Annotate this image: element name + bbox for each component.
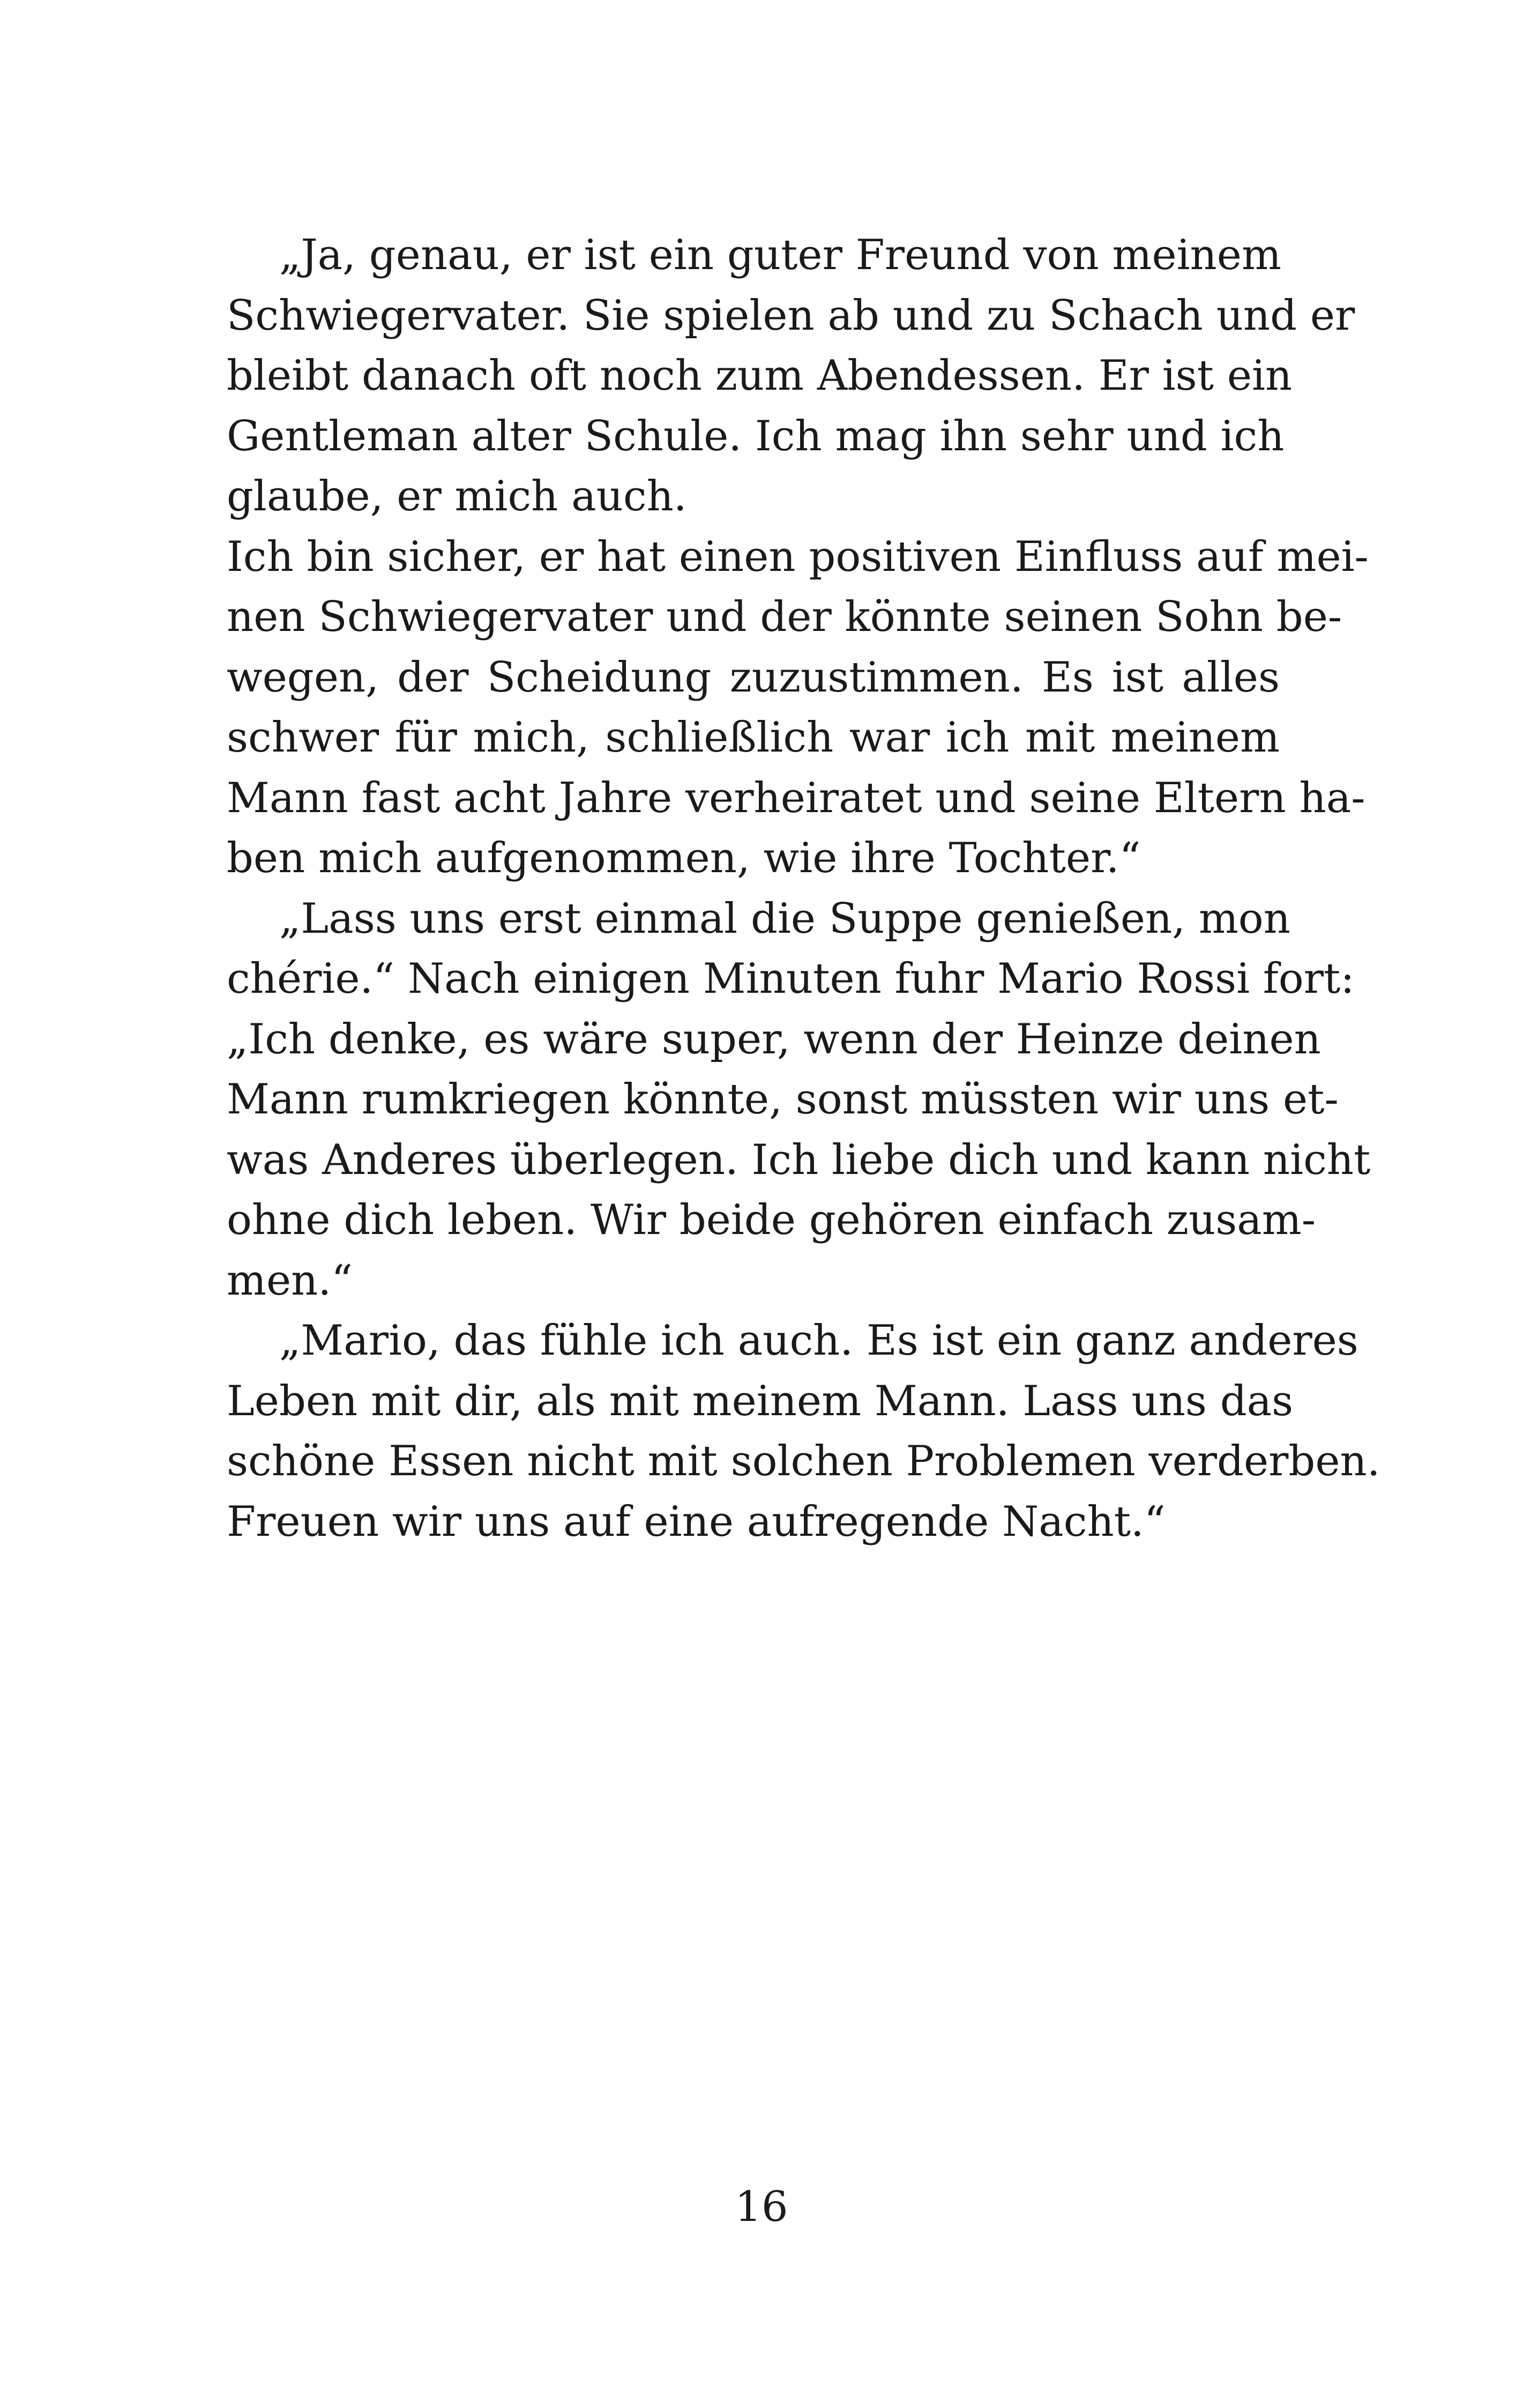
text-line: wegen, der Scheidung zuzustimmen. Es ist alles: [227, 653, 1280, 702]
text-line: Mann fast acht Jahre verheiratet und seine Eltern ha-: [227, 774, 1365, 822]
text-line: „Mario, das fühle ich auch. Es ist ein ganz anderes: [279, 1317, 1358, 1365]
page-number: 16: [735, 2183, 788, 2231]
text-line: ohne dich leben. Wir beide gehören einfach zusam-: [227, 1196, 1316, 1244]
text-line: was Anderes überlegen. Ich liebe dich und kann nicht: [227, 1135, 1371, 1184]
text-line: schöne Essen nicht mit solchen Problemen verderben.: [227, 1437, 1380, 1485]
text-line: chérie.“ Nach einigen Minuten fuhr Mario Rossi fort:: [227, 955, 1355, 1003]
text-line: Mann rumkriegen könnte, sonst müssten wir uns et-: [227, 1075, 1339, 1124]
text-line: „Ja, genau, er ist ein guter Freund von meinem: [279, 231, 1281, 279]
text-line: ben mich aufgenommen, wie ihre Tochter.“: [227, 834, 1141, 882]
text-line: Gentleman alter Schule. Ich mag ihn sehr und ich: [227, 412, 1285, 460]
text-line: Leben mit dir, als mit meinem Mann. Lass uns das: [227, 1377, 1294, 1425]
text-line: Schwiegervater. Sie spielen ab und zu Schach und er: [227, 291, 1355, 340]
text-line: Freuen wir uns auf eine aufregende Nacht.“: [227, 1497, 1166, 1546]
text-line: „Ich denke, es wäre super, wenn der Heinze deinen: [227, 1015, 1321, 1064]
text-line: „Lass uns erst einmal die Suppe genießen, mon: [279, 894, 1291, 943]
text-line: schwer für mich, schließlich war ich mit meinem: [227, 714, 1280, 762]
text-line: Ich bin sicher, er hat einen positiven Einfluss auf mei-: [227, 532, 1369, 581]
text-line: glaube, er mich auch.: [227, 472, 687, 521]
body-text: [227, 225, 1380, 1552]
text-line: men.“: [227, 1256, 353, 1305]
text-line: nen Schwiegervater und der könnte seinen Sohn be-: [227, 593, 1342, 641]
text-line: bleibt danach oft noch zum Abendessen. Er ist ein: [227, 352, 1293, 400]
